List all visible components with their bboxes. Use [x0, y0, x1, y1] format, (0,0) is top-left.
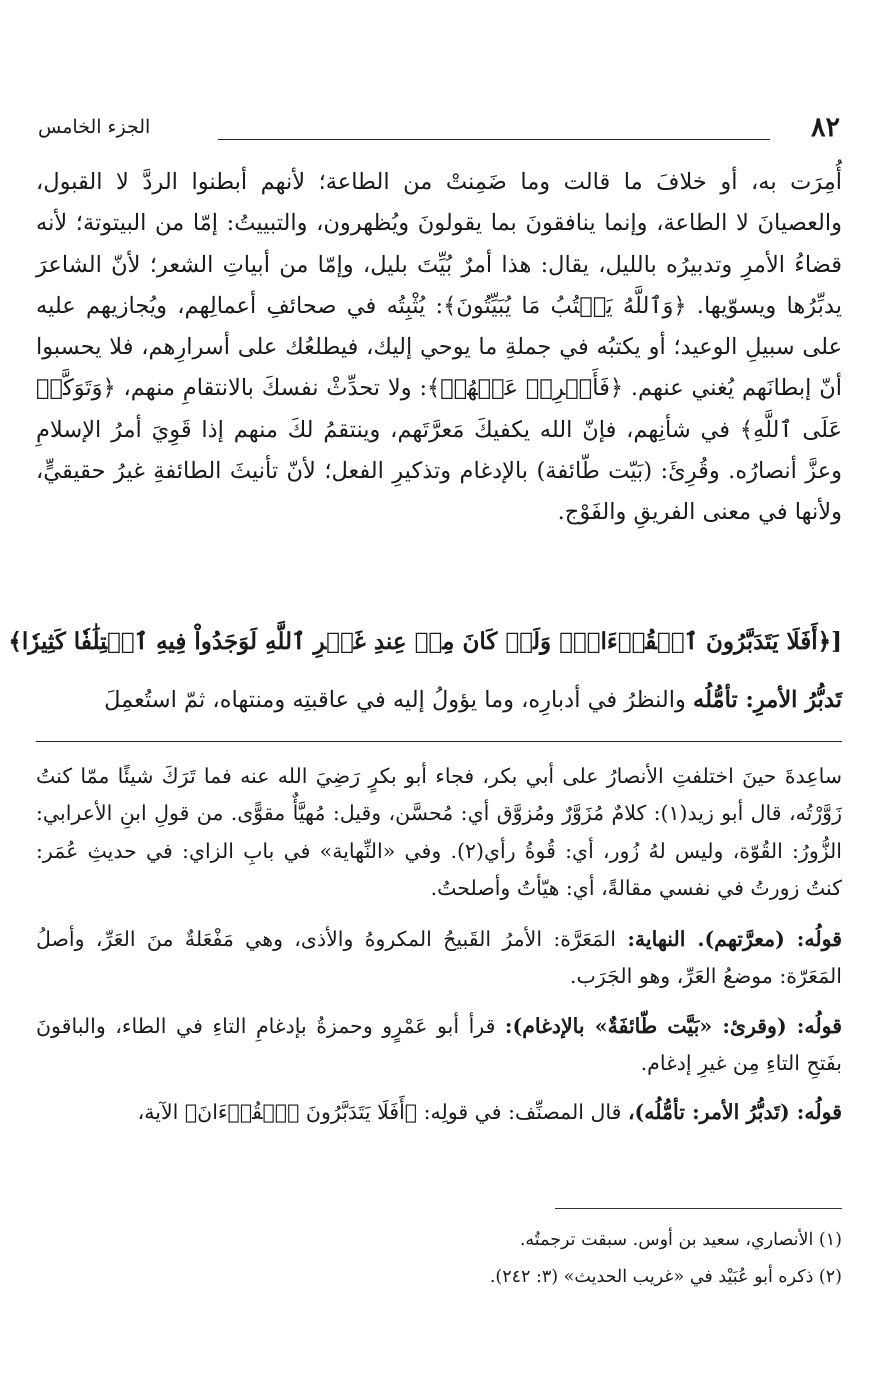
commentary-body: قرأ أبو عَمْرٍو وحمزةُ بإدغامِ التاءِ في الطاء، والباقونَ بفَتحِ التاءِ مِن غيرِ إدغام.: [36, 1013, 842, 1076]
commentary-paragraph: [36, 1094, 842, 1131]
footnote: (٢) ذكره أبو عُبَيْد في «غريب الحديث» (٣: ٢٤٢).: [489, 1267, 842, 1287]
page-header: [38, 112, 840, 152]
header-rule: [218, 139, 770, 140]
commentary-divider: [36, 741, 842, 742]
main-text: [36, 162, 842, 534]
main-paragraph-2: [36, 680, 842, 720]
verse-line: [﴿أَفَلَا يَتَدَبَّرُونَ ٱلۡقُرۡءَانَۚ وَلَوۡ كَانَ مِنۡ عِندِ غَيۡرِ ٱللَّهِ لَوَجَدُواْ فِيهِ ٱخۡتِلَٰفٗا كَثِيرٗا﴾: [8, 628, 842, 655]
commentary-lead: قولُه: (معرَّتهم). النهاية:: [627, 927, 842, 952]
main-paragraph: أُمِرَت به، أو خلافَ ما قالت وما ضَمِنتْ من الطاعة؛ لأنهم أبطنوا الردَّ لا القبول، والعصيانَ لا الطاعة، وإنما ينافقونَ بما يقولونَ ويُظهرون، والتبييتُ: إمّا من البيتوتة؛ لأنه قضاءُ الأمرِ وتدبيرُه بالليل، يقال: هذا أمرٌ بُيِّتَ بليل، وإمّا من أبياتِ الشعر؛ لأنّ الشاعرَ يدبِّرُها ويسوّيها. ﴿وَٱللَّهُ يَكۡتُبُ مَا يُبَيِّتُونَ﴾: يُثْبِتُه في صحائفِ أعمالِهم، ويُجازيهم عليه على سبيلِ الوعيد؛ أو يكتبُه في جملةِ ما يوحي إليك، فيطلعُك على أسرارِهم، فلا يحسبوا أنّ إبطانَهم يُغني عنهم. ﴿فَأَعۡرِضۡ عَنۡهُمۡ﴾: ولا تحدِّثْ نفسكَ بالانتقامِ منهم، ﴿وَتَوَكَّلۡ عَلَى ٱللَّهِ﴾ في شأنِهم، فإنّ الله يكفيكَ مَعرَّتَهم، وينتقمُ لكَ منهم إذا قَوِيَ أمرُ الإسلامِ وعزَّ أنصارُه. وقُرِئَ: (بَيّت طّائفة) بالإدغام وتذكيرِ الفعل؛ لأنّ تأنيثَ الطائفةِ غيرُ حقيقيٍّ، ولأنها في معنى الفريقِ والفَوْج.: [36, 169, 842, 526]
footnotes: [36, 1222, 842, 1296]
commentary-paragraph: [36, 1008, 842, 1083]
commentary-body: المَعَرَّة: الأمرُ القَبيحُ المكروهُ والأذى، وهي مَفْعَلةٌ منَ العَرِّ، وأصلُ المَعَرّة: موضعُ العَرِّ، وهو الجَرَب.: [36, 927, 842, 989]
main-text-continued: [36, 680, 842, 720]
commentary-body: قال المصنِّف: في قولِه: ﴿أَفَلَا يَتَدَبَّرُونَ ٱلۡقُرۡءَانَ﴾ الآية،: [137, 1100, 628, 1125]
term-explanation: والنظرُ في أدبارِه، وما يؤولُ إليه في عاقبتِه ومنتهاه، ثمّ استُعمِلَ: [104, 687, 694, 713]
footnote-rule: [555, 1208, 842, 1209]
footnote: (١) الأنصاري، سعيد بن أوس. سبقت ترجمتُه.: [519, 1230, 842, 1250]
commentary-paragraph: ساعِدةَ حينَ اختلفتِ الأنصارُ على أبي بكر، فجاء أبو بكرٍ رَضِيَ الله عنه فما تَرَكَ شيئًا ممّا كنتُ زَوَّرْتُه، قال أبو زيد(١): كلامٌ مُزَوَّرٌ ومُزوَّق أي: مُحسَّن، وقيل: مُهيَّأٌ مقوًّى. من قولِ ابنِ الأعرابي: الزُّورُ: القُوّة، وليس لهُ زُور، أي: قُوةُ رأي(٢). وفي «النِّهاية» في بابِ الزاي: في حديثِ عُمَر: كنتُ زورتُ في نفسي مقالةً، أي: هيّأتُ وأصلحتُ.: [36, 764, 842, 900]
part-title: الجزء الخامس: [38, 116, 151, 138]
term-heading: تَدبُّرُ الأمرِ: تأمُّلُه: [693, 687, 842, 713]
page-number: ٨٢: [810, 112, 840, 143]
commentary-lead: قولُه: (وقرئ: «بَيَّت طّائفَةٌ» بالإدغام):: [504, 1013, 842, 1038]
commentary: [36, 758, 842, 1144]
commentary-paragraph: [36, 921, 842, 996]
commentary-lead: قولُه: (تَدبُّرُ الأمر: تأمُّلُه)،: [627, 1100, 842, 1125]
